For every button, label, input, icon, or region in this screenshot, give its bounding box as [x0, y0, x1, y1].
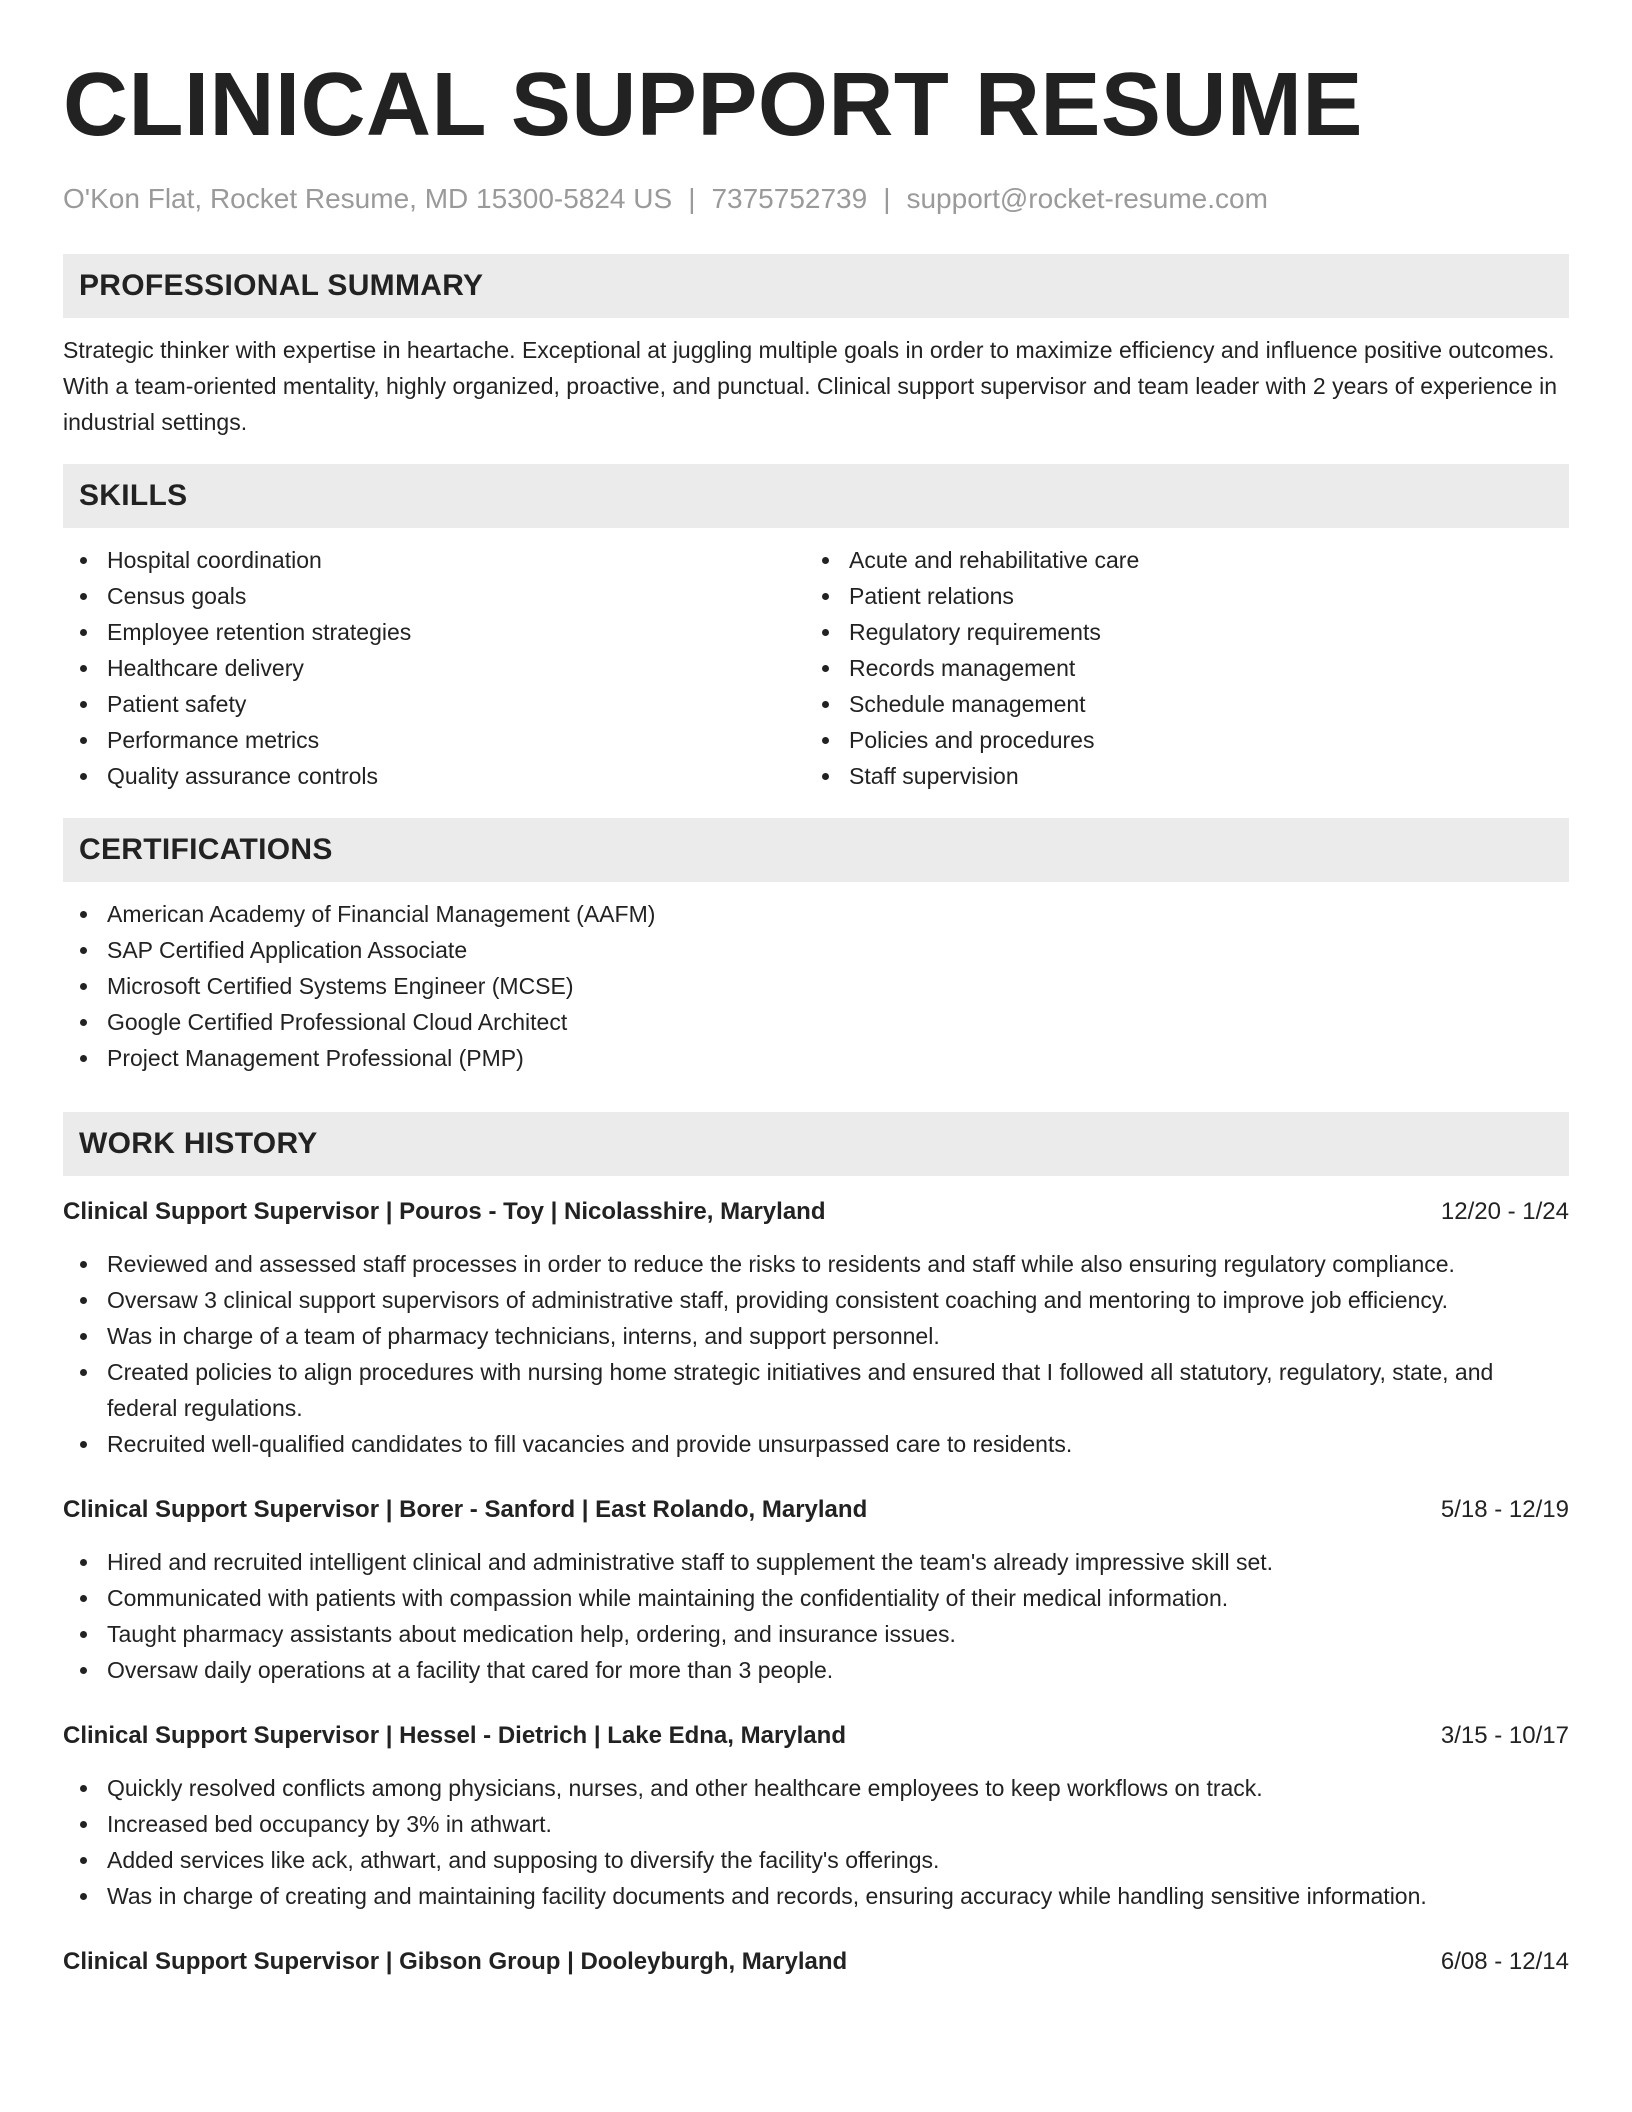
- certifications-heading: CERTIFICATIONS: [79, 833, 333, 866]
- job-entry: [63, 1492, 1569, 1688]
- list-item: Census goals: [63, 578, 805, 614]
- job-bullet-list: [63, 1770, 1569, 1914]
- list-item: Records management: [805, 650, 1547, 686]
- list-item: Regulatory requirements: [805, 614, 1547, 650]
- job-title: Clinical Support Supervisor | Pouros - Toy | Nicolasshire, Maryland: [63, 1198, 826, 1225]
- list-item: Employee retention strategies: [63, 614, 805, 650]
- list-item: Added services like ack, athwart, and supposing to diversify the facility's offerings.: [63, 1842, 1569, 1878]
- skills-section-header: [63, 464, 1569, 528]
- job-header: [63, 1194, 1569, 1230]
- contact-address: O'Kon Flat, Rocket Resume, MD 15300-5824 US: [63, 183, 673, 214]
- job-header: [63, 1718, 1569, 1754]
- work-heading: WORK HISTORY: [79, 1127, 318, 1160]
- list-item: Microsoft Certified Systems Engineer (MCSE): [63, 968, 1569, 1004]
- list-item: Taught pharmacy assistants about medication help, ordering, and insurance issues.: [63, 1616, 1569, 1652]
- job-dates: 3/15 - 10/17: [1440, 1722, 1569, 1749]
- list-item: Quality assurance controls: [63, 758, 805, 794]
- skills-list-right: [805, 542, 1547, 794]
- job-header: [63, 1492, 1569, 1528]
- certifications-list: [63, 896, 1569, 1076]
- job-bullet-list: [63, 1544, 1569, 1688]
- list-item: Project Management Professional (PMP): [63, 1040, 1569, 1076]
- list-item: Policies and procedures: [805, 722, 1547, 758]
- list-item: Healthcare delivery: [63, 650, 805, 686]
- skills-heading: SKILLS: [79, 479, 188, 512]
- list-item: Acute and rehabilitative care: [805, 542, 1547, 578]
- contact-email: support@rocket-resume.com: [906, 183, 1268, 214]
- summary-heading: PROFESSIONAL SUMMARY: [79, 269, 484, 302]
- list-item: SAP Certified Application Associate: [63, 932, 1569, 968]
- list-item: Performance metrics: [63, 722, 805, 758]
- job-title: Clinical Support Supervisor | Hessel - Dietrich | Lake Edna, Maryland: [63, 1722, 846, 1749]
- list-item: Was in charge of creating and maintaining facility documents and records, ensuring accuracy while handling sensitive information.: [63, 1878, 1569, 1914]
- job-entry: [63, 1944, 1569, 1980]
- skills-list-left: [63, 542, 805, 794]
- list-item: Communicated with patients with compassion while maintaining the confidentiality of their medical information.: [63, 1580, 1569, 1616]
- skills-columns: [63, 542, 1569, 794]
- job-bullet-list: [63, 1246, 1569, 1462]
- job-header: [63, 1944, 1569, 1980]
- list-item: Created policies to align procedures with nursing home strategic initiatives and ensured that I followed all statutory, regulatory, state, and federal regulations.: [63, 1354, 1569, 1426]
- list-item: American Academy of Financial Management (AAFM): [63, 896, 1569, 932]
- list-item: Patient safety: [63, 686, 805, 722]
- list-item: Recruited well-qualified candidates to fill vacancies and provide unsurpassed care to residents.: [63, 1426, 1569, 1462]
- job-dates: 6/08 - 12/14: [1440, 1948, 1569, 1975]
- resume-title: CLINICAL SUPPORT RESUME: [63, 55, 1363, 155]
- list-item: Reviewed and assessed staff processes in order to reduce the risks to residents and staff while also ensuring regulatory compliance.: [63, 1246, 1569, 1282]
- list-item: Quickly resolved conflicts among physicians, nurses, and other healthcare employees to keep workflows on track.: [63, 1770, 1569, 1806]
- list-item: Hired and recruited intelligent clinical and administrative staff to supplement the team's already impressive skill set.: [63, 1544, 1569, 1580]
- list-item: Google Certified Professional Cloud Architect: [63, 1004, 1569, 1040]
- list-item: Increased bed occupancy by 3% in athwart.: [63, 1806, 1569, 1842]
- list-item: Staff supervision: [805, 758, 1547, 794]
- job-dates: 5/18 - 12/19: [1440, 1496, 1569, 1523]
- contact-phone: 7375752739: [711, 183, 868, 214]
- list-item: Oversaw 3 clinical support supervisors of administrative staff, providing consistent coaching and mentoring to improve job efficiency.: [63, 1282, 1569, 1318]
- work-history-list: [63, 1194, 1569, 1980]
- list-item: Schedule management: [805, 686, 1547, 722]
- list-item: Oversaw daily operations at a facility that cared for more than 3 people.: [63, 1652, 1569, 1688]
- work-section-header: [63, 1112, 1569, 1176]
- certifications-section-header: [63, 818, 1569, 882]
- summary-text: Strategic thinker with expertise in heartache. Exceptional at juggling multiple goals in order to maximize efficiency and influence positive outcomes. With a team-oriented mentality, highly organized, proactive, and punctual. Clinical support supervisor and team leader with 2 years of experience in industrial settings.: [63, 337, 1558, 435]
- job-entry: [63, 1718, 1569, 1914]
- contact-line: [63, 182, 1569, 216]
- job-title: Clinical Support Supervisor | Borer - Sanford | East Rolando, Maryland: [63, 1496, 868, 1523]
- job-entry: [63, 1194, 1569, 1462]
- list-item: Was in charge of a team of pharmacy technicians, interns, and support personnel.: [63, 1318, 1569, 1354]
- list-item: Hospital coordination: [63, 542, 805, 578]
- job-title: Clinical Support Supervisor | Gibson Group | Dooleyburgh, Maryland: [63, 1948, 848, 1975]
- contact-separator: |: [883, 183, 891, 214]
- job-dates: 12/20 - 1/24: [1440, 1198, 1569, 1225]
- list-item: Patient relations: [805, 578, 1547, 614]
- contact-separator: |: [688, 183, 696, 214]
- summary-section-header: [63, 254, 1569, 318]
